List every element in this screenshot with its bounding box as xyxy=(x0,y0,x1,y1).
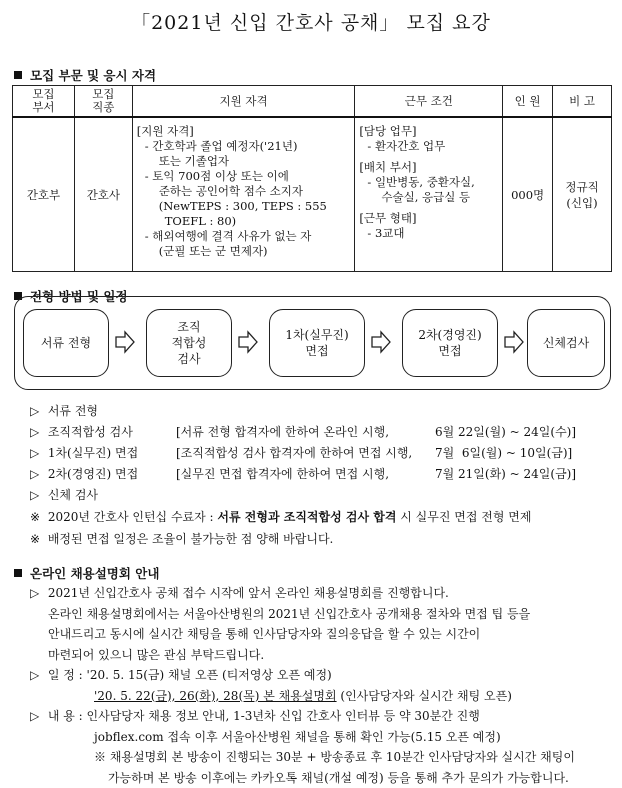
flow-step-aptitude: 조직 적합성 검사 xyxy=(146,309,232,377)
list-item: ▷ 신체 검사 xyxy=(30,488,99,502)
note-schedule: ※ 배정된 면접 일정은 조율이 불가능한 점 양해 바랍니다. xyxy=(30,532,334,546)
header-cond: 근무 조건 xyxy=(355,86,503,118)
square-bullet-icon xyxy=(14,569,22,577)
arrow-right-icon xyxy=(115,330,135,354)
cell-note: 정규직 (신입) xyxy=(553,117,612,272)
note-internship: ※ 2020년 간호사 인턴십 수료자 : 서류 전형과 조직적합성 검사 합격 시 실무진 면접 전형 면제 xyxy=(30,510,532,524)
header-job: 모집 직종 xyxy=(74,86,132,118)
process-flow xyxy=(14,296,611,390)
section-heading-online: 온라인 채용설명회 안내 xyxy=(14,564,159,582)
recruit-table xyxy=(12,85,612,272)
square-bullet-icon xyxy=(14,71,22,79)
cell-count: 000명 xyxy=(503,117,553,272)
list-item: ▷ 1차(실무진) 면접 [조직적합성 검사 합격자에 한하여 면접 시행, 7월 6일(월) ~ 10일(금)] xyxy=(30,446,573,460)
flow-step-document: 서류 전형 xyxy=(23,309,109,377)
cell-dept: 간호부 xyxy=(13,117,75,272)
header-count: 인 원 xyxy=(503,86,553,118)
arrow-right-icon xyxy=(238,330,258,354)
header-qual: 지원 자격 xyxy=(132,86,355,118)
table-header-row xyxy=(13,86,612,118)
list-item: ▷ 조직적합성 검사 [서류 전형 합격자에 한하여 온라인 시행, 6월 22일(월) ~ 24일(수)] xyxy=(30,425,577,439)
cell-job: 간호사 xyxy=(74,117,132,272)
main-session-dates: '20. 5. 22(금), 26(화), 28(목) 본 채용설명회 xyxy=(94,688,337,703)
cell-cond: [담당 업무] - 환자간호 업무 [배치 부서] - 일반병동, 중환자실, 수술실, 응급실 등 [근무 형태] - 3교대 xyxy=(355,117,503,272)
table-row xyxy=(13,117,612,272)
list-item: ▷ 서류 전형 xyxy=(30,404,99,418)
flow-step-interview1: 1차(실무진) 면접 xyxy=(269,309,365,377)
flow-step-interview2: 2차(경영진) 면접 xyxy=(402,309,498,377)
section-heading-recruit: 모집 부문 및 응시 자격 xyxy=(14,66,156,84)
arrow-right-icon xyxy=(504,330,524,354)
header-note: 비 고 xyxy=(553,86,612,118)
flow-step-medical: 신체검사 xyxy=(527,309,605,377)
header-dept: 모집 부서 xyxy=(13,86,75,118)
online-info: ▷ 2021년 신입간호사 공채 접수 시작에 앞서 온라인 채용설명회를 진행합니다. 온라인 채용설명회에서는 서울아산병원의 2021년 신입간호사 공개채용 절차와 면접 팁 등을 안내드리고 동시에 실시간 채팅을 통해 인사담당자와 질의응답을 할 수 있는 시간이 마련되어 있으니 많은 관심 부탁드립니다. ▷ 일 정 : '20. 5. 15(금) 채널 오픈 (티저영상 오픈 예정) '20. 5. 22(금), 26(화), 28(목) 본 채용설명회 (인사담당자와 실시간 채팅 오픈) ▷ 내 용 : 인사담당자 채용 정보 안내, 1-3년차 신입 간호사 인터뷰 등 약 30분간 진행 jobflex.com 접속 이후 서울아산병원 채널을 통해 확인 가능(5.15 오픈 예정) ※ 채용설명회 본 방송이 진행되는 30분 + 방송종료 후 10분간 인사담당자와 실시간 채팅이 가능하며 본 방송 이후에는 카카오톡 채널(개설 예정) 등을 통해 추가 문의가 가능합니다. xyxy=(30,586,575,785)
page-title: 「2021년 신입 간호사 공채」 모집 요강 xyxy=(131,12,491,34)
list-item: ▷ 2차(경영진) 면접 [실무진 면접 합격자에 한하여 면접 시행, 7월 21일(화) ~ 24일(금)] xyxy=(30,467,577,481)
arrow-right-icon xyxy=(371,330,391,354)
cell-qual: [지원 자격] - 간호학과 졸업 예정자('21년) 또는 기졸업자 - 토익 700점 이상 또는 이에 준하는 공인어학 점수 소지자 (NewTEPS : 300, TEPS : 555 TOEFL : 80) - 해외여행에 결격 사유가 없는 자 (군필 또는 군 면제자) xyxy=(132,117,355,272)
section-heading-process: 전형 방법 및 일정 xyxy=(14,287,128,305)
